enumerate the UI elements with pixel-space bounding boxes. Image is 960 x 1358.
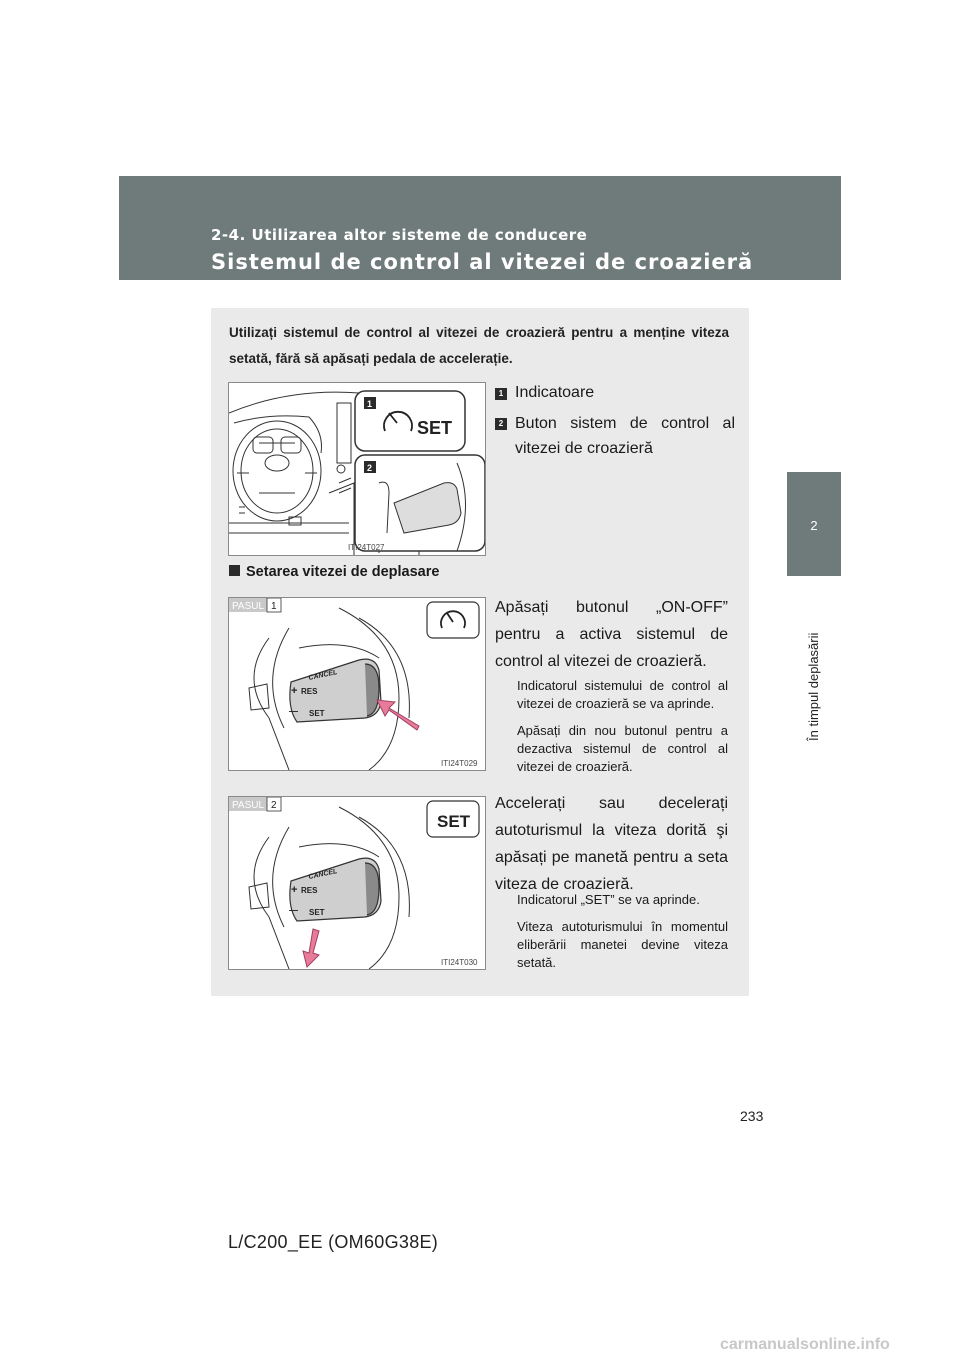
step-label: PASUL <box>232 601 265 612</box>
step1-figure <box>228 597 486 771</box>
page-number: 233 <box>740 1108 764 1124</box>
set-lever-label: SET <box>309 709 325 718</box>
set-indicator-text: SET <box>437 812 471 831</box>
step-number: 2 <box>271 800 277 811</box>
step1-note: Indicatorul sistemului de control al vitezei de croazieră se va aprinde. <box>517 678 728 711</box>
figure-code: ITI24T029 <box>441 759 478 768</box>
legend-text-line2: vitezei de croazieră <box>515 440 653 457</box>
legend-badge: 2 <box>495 418 507 430</box>
chapter-header <box>119 176 841 280</box>
step1-illustration <box>229 598 485 770</box>
minus-label: — <box>289 706 298 716</box>
plus-label: + <box>291 685 298 697</box>
step2-figure <box>228 796 486 970</box>
step-label: PASUL <box>232 800 265 811</box>
minus-label: — <box>289 905 298 915</box>
footer-code: L/C200_EE (OM60G38E) <box>228 1232 439 1252</box>
section-title: 2-4. Utilizarea altor sisteme de conducere <box>211 226 588 244</box>
callout-2-text: 2 <box>367 463 373 473</box>
res-label: RES <box>301 687 318 696</box>
step2-illustration <box>229 797 485 969</box>
watermark: carmanualsonline.info <box>720 1336 890 1353</box>
chapter-tab <box>787 472 841 576</box>
subsection-heading <box>229 564 439 580</box>
push-down-arrow-icon <box>303 929 319 967</box>
square-bullet-icon <box>229 565 240 576</box>
step2-instruction: Accelerați sau decelerați autoturismul la viteza dorită şi apăsați pe manetă pentru a seta viteza de croazieră. <box>495 795 728 893</box>
set-lever-label: SET <box>309 908 325 917</box>
step2-note: Viteza autoturismului în momentul eliberării manetei devine viteza setată. <box>517 919 728 970</box>
step1-instruction: Apăsați butonul „ON-OFF” pentru a activa sistemul de control al vitezei de croazieră. <box>495 599 728 670</box>
legend-item-indicators <box>495 380 735 405</box>
legend-text: Indicatoare <box>515 384 595 401</box>
press-arrow-icon <box>377 700 419 730</box>
chapter-number: 2 <box>810 518 818 533</box>
cancel-label: CANCEL <box>307 669 338 682</box>
chapter-label-text: În timpul deplasării <box>806 632 821 741</box>
step-number: 1 <box>271 601 277 612</box>
legend-text-line1: Buton sistem de control al <box>515 415 735 432</box>
legend-badge: 1 <box>495 388 507 400</box>
cancel-label: CANCEL <box>307 868 338 881</box>
step2-note: Indicatorul „SET” se va aprinde. <box>517 892 700 907</box>
figure-code: ITI24T030 <box>441 958 478 967</box>
intro-text: Utilizați sistemul de control al vitezei de croazieră pentru a menține viteza setată, fără să apăsați pedala de accelerație. <box>229 325 729 366</box>
callout-1-text: 1 <box>367 399 373 409</box>
legend-item-button <box>495 411 735 461</box>
plus-label: + <box>291 884 298 896</box>
dashboard-figure <box>228 382 486 556</box>
page-title: Sistemul de control al vitezei de croazieră <box>211 250 754 274</box>
figure-code: ITI24T027 <box>348 543 385 552</box>
chapter-label <box>804 591 824 741</box>
res-label: RES <box>301 886 318 895</box>
step1-note: Apăsați din nou butonul pentru a dezactiva sistemul de control al vitezei de croazieră. <box>517 723 728 774</box>
subsection-heading-text: Setarea vitezei de deplasare <box>246 564 440 580</box>
dashboard-illustration <box>229 383 485 555</box>
set-indicator-text: SET <box>417 418 453 438</box>
